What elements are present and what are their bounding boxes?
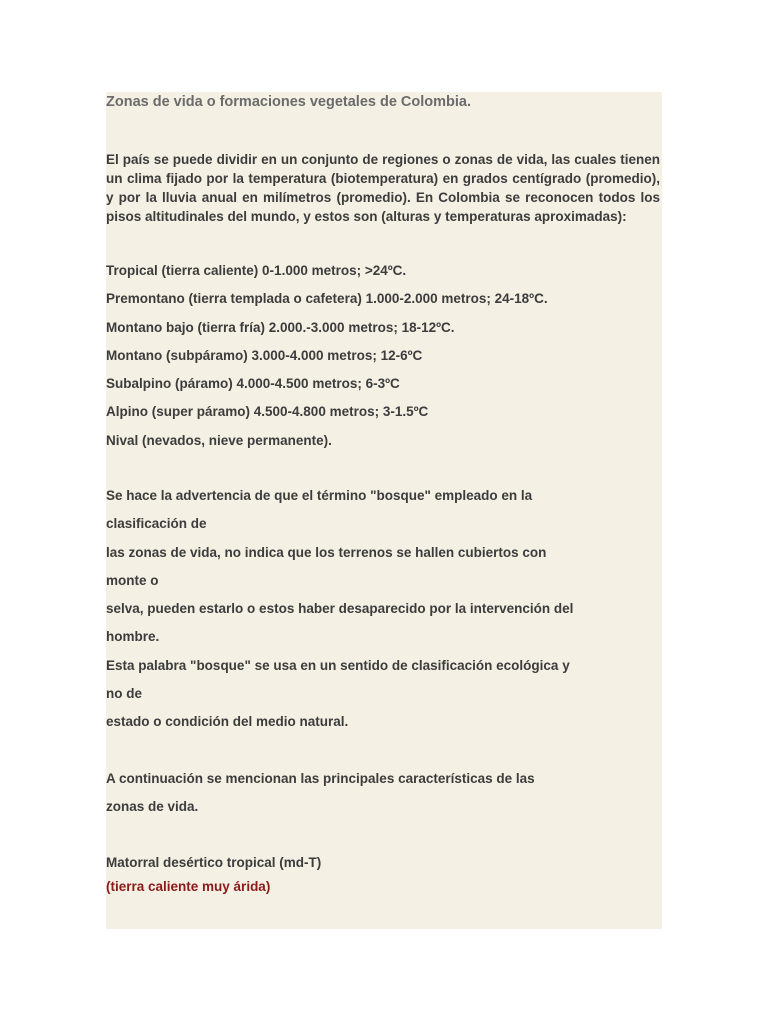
text-line: las zonas de vida, no indica que los terrenos se hallen cubiertos con xyxy=(106,544,547,560)
intro-paragraph: El país se puede dividir en un conjunto de regiones o zonas de vida, las cuales tienen un clima fijado por la temperatura (biotemperatura) en grados centígrado (promedio), y por la lluvia anual en milímetros (promedio). En Colombia se reconocen todos los pisos altitudinales del mundo, y estos son (alturas y temperaturas aproximadas): xyxy=(106,152,660,224)
list-item: Alpino (super páramo) 4.500-4.800 metros; 3-1.5ºC xyxy=(106,404,429,420)
text-line: Esta palabra "bosque" se usa en un sentido de clasificación ecológica y xyxy=(106,657,570,673)
text-line: no de xyxy=(106,686,142,702)
list-item: Premontano (tierra templada o cafetera) 1.000-2.000 metros; 24-18ºC. xyxy=(106,291,548,307)
zone-subheading: (tierra caliente muy árida) xyxy=(106,879,271,894)
zone-heading: Matorral desértico tropical (md-T) xyxy=(106,855,322,870)
text-line: estado o condición del medio natural. xyxy=(106,714,349,730)
list-item: Subalpino (páramo) 4.000-4.500 metros; 6-3ºC xyxy=(106,376,400,392)
text-line: A continuación se mencionan las principales características de las xyxy=(106,771,535,786)
text-line: monte o xyxy=(106,572,159,588)
text-line: Se hace la advertencia de que el término "bosque" empleado en la xyxy=(106,488,533,503)
text-line: zonas de vida. xyxy=(106,799,199,815)
list-item: Nival (nevados, nieve permanente). xyxy=(106,432,332,448)
list-item: Tropical (tierra caliente) 0-1.000 metros; >24ºC. xyxy=(106,263,407,278)
altitudinal-zones-list xyxy=(106,262,548,460)
list-item: Montano bajo (tierra fría) 2.000.-3.000 metros; 18-12ºC. xyxy=(106,319,455,335)
list-item: Montano (subpáramo) 3.000-4.000 metros; 12-6ºC xyxy=(106,347,423,363)
continue-paragraph xyxy=(106,770,535,827)
text-line: selva, pueden estarlo o estos haber desaparecido por la intervención del xyxy=(106,601,574,617)
page-title: Zonas de vida o formaciones vegetales de Colombia. xyxy=(106,94,472,110)
text-line: hombre. xyxy=(106,629,160,645)
document-page xyxy=(106,92,662,929)
text-line: clasificación de xyxy=(106,516,207,532)
warning-paragraph xyxy=(106,487,660,742)
